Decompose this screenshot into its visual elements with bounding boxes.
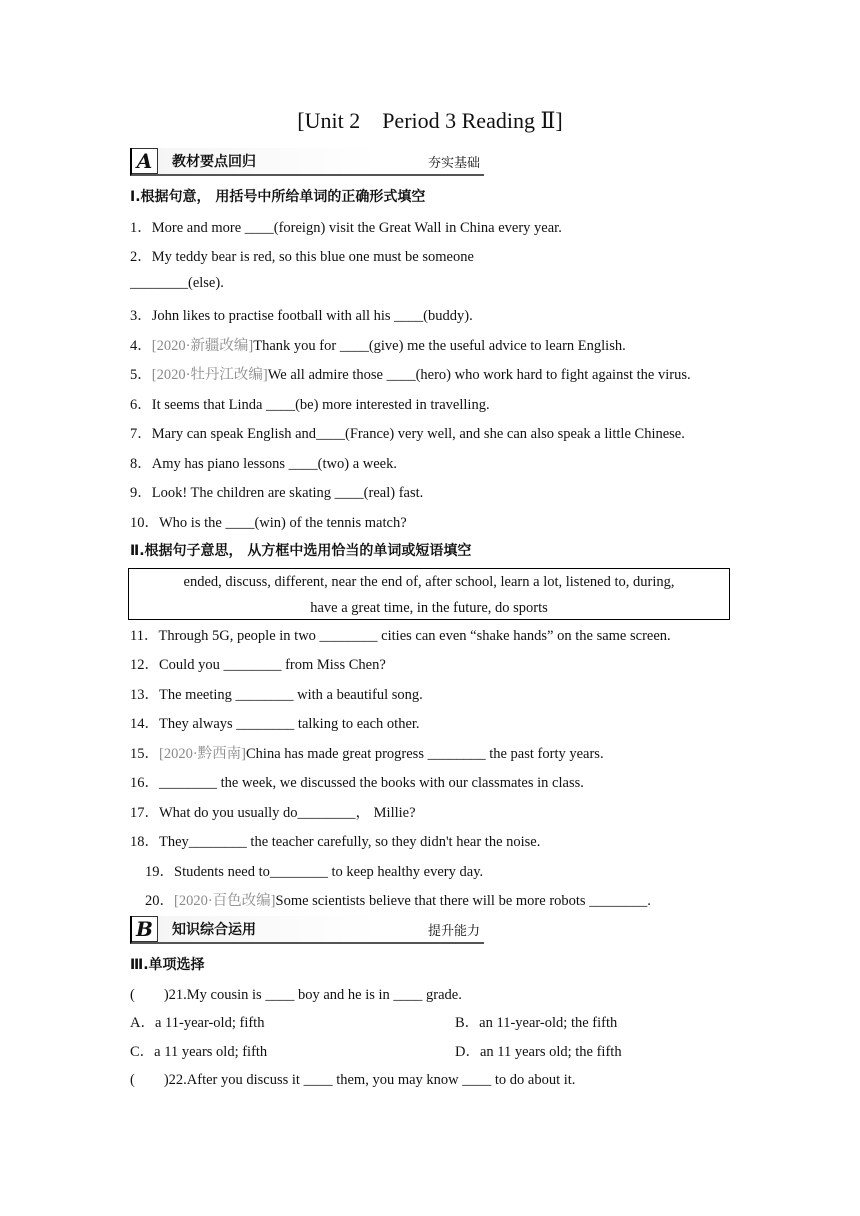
option-c: C．a 11 years old; fifth <box>130 1044 268 1060</box>
question-item: 19．Students need to________ to keep healthy every day. <box>145 864 484 880</box>
page-title: [Unit 2 Period 3 Reading Ⅱ] <box>297 108 563 133</box>
badge-a-icon: A <box>132 148 158 174</box>
question-item: 3．John likes to practise football with all his ____(buddy). <box>130 308 473 324</box>
option-b: B．an 11-year-old; the fifth <box>455 1015 618 1031</box>
question-21-stem: ( )21.My cousin is ____ boy and he is in ____ grade. <box>130 987 462 1003</box>
question-item: 6．It seems that Linda ____(be) more interested in travelling. <box>130 397 490 413</box>
section-banner-b <box>130 916 484 944</box>
question-item: 20．[2020·百色改编]Some scientists believe that there will be more robots ________. <box>145 893 651 909</box>
option-d: D．an 11 years old; the fifth <box>455 1044 622 1060</box>
question-item: 9．Look! The children are skating ____(real) fast. <box>130 485 424 501</box>
question-item: 5．[2020·牡丹江改编]We all admire those ____(hero) who work hard to fight against the virus. <box>130 367 691 383</box>
banner-b-right: 提升能力 <box>427 924 480 939</box>
word-box <box>128 568 730 620</box>
question-item: 1．More and more ____(foreign) visit the Great Wall in China every year. <box>130 220 562 236</box>
question-item: 17．What do you usually do________， Millie? <box>130 805 416 821</box>
question-item: 11．Through 5G, people in two ________ cities can even “shake hands” on the same screen. <box>130 628 671 644</box>
badge-b-icon: B <box>132 916 158 942</box>
section1-heading: Ⅰ.根据句意， 用括号中所给单词的正确形式填空 <box>130 189 426 205</box>
question-item: 7．Mary can speak English and____(France) very well, and she can also speak a little Chinese. <box>130 426 685 442</box>
question-item: 13．The meeting ________ with a beautiful song. <box>130 687 423 703</box>
question-item: 4．[2020·新疆改编]Thank you for ____(give) me the useful advice to learn English. <box>130 338 626 354</box>
question-22-stem: ( )22.After you discuss it ____ them, you may know ____ to do about it. <box>130 1072 576 1088</box>
question-item: 14．They always ________ talking to each other. <box>130 716 420 732</box>
option-a: A．a 11-year-old; fifth <box>130 1015 265 1031</box>
question-item: 2．My teddy bear is red, so this blue one must be someone <box>130 249 474 265</box>
question-item: 10．Who is the ____(win) of the tennis match? <box>130 515 407 531</box>
banner-a-label: 教材要点回归 <box>172 154 256 170</box>
question-item: 12．Could you ________ from Miss Chen? <box>130 657 386 673</box>
word-box-line2: have a great time, in the future, do sports <box>310 600 548 616</box>
question-item: 15．[2020·黔西南]China has made great progress ________ the past forty years. <box>130 746 604 762</box>
question-item: ________(else). <box>130 275 224 291</box>
question-item: 8．Amy has piano lessons ____(two) a week. <box>130 456 397 472</box>
section3-heading: Ⅲ.单项选择 <box>130 957 205 973</box>
question-item: 18．They________ the teacher carefully, so they didn't hear the noise. <box>130 834 541 850</box>
question-item: 16．________ the week, we discussed the books with our classmates in class. <box>130 775 584 791</box>
word-box-line1: ended, discuss, different, near the end of, after school, learn a lot, listened to, during, <box>183 574 675 590</box>
section-banner-a <box>130 148 484 176</box>
banner-b-label: 知识综合运用 <box>172 922 256 938</box>
section2-heading: Ⅱ.根据句子意思， 从方框中选用恰当的单词或短语填空 <box>130 543 472 559</box>
banner-a-right: 夯实基础 <box>427 156 480 171</box>
